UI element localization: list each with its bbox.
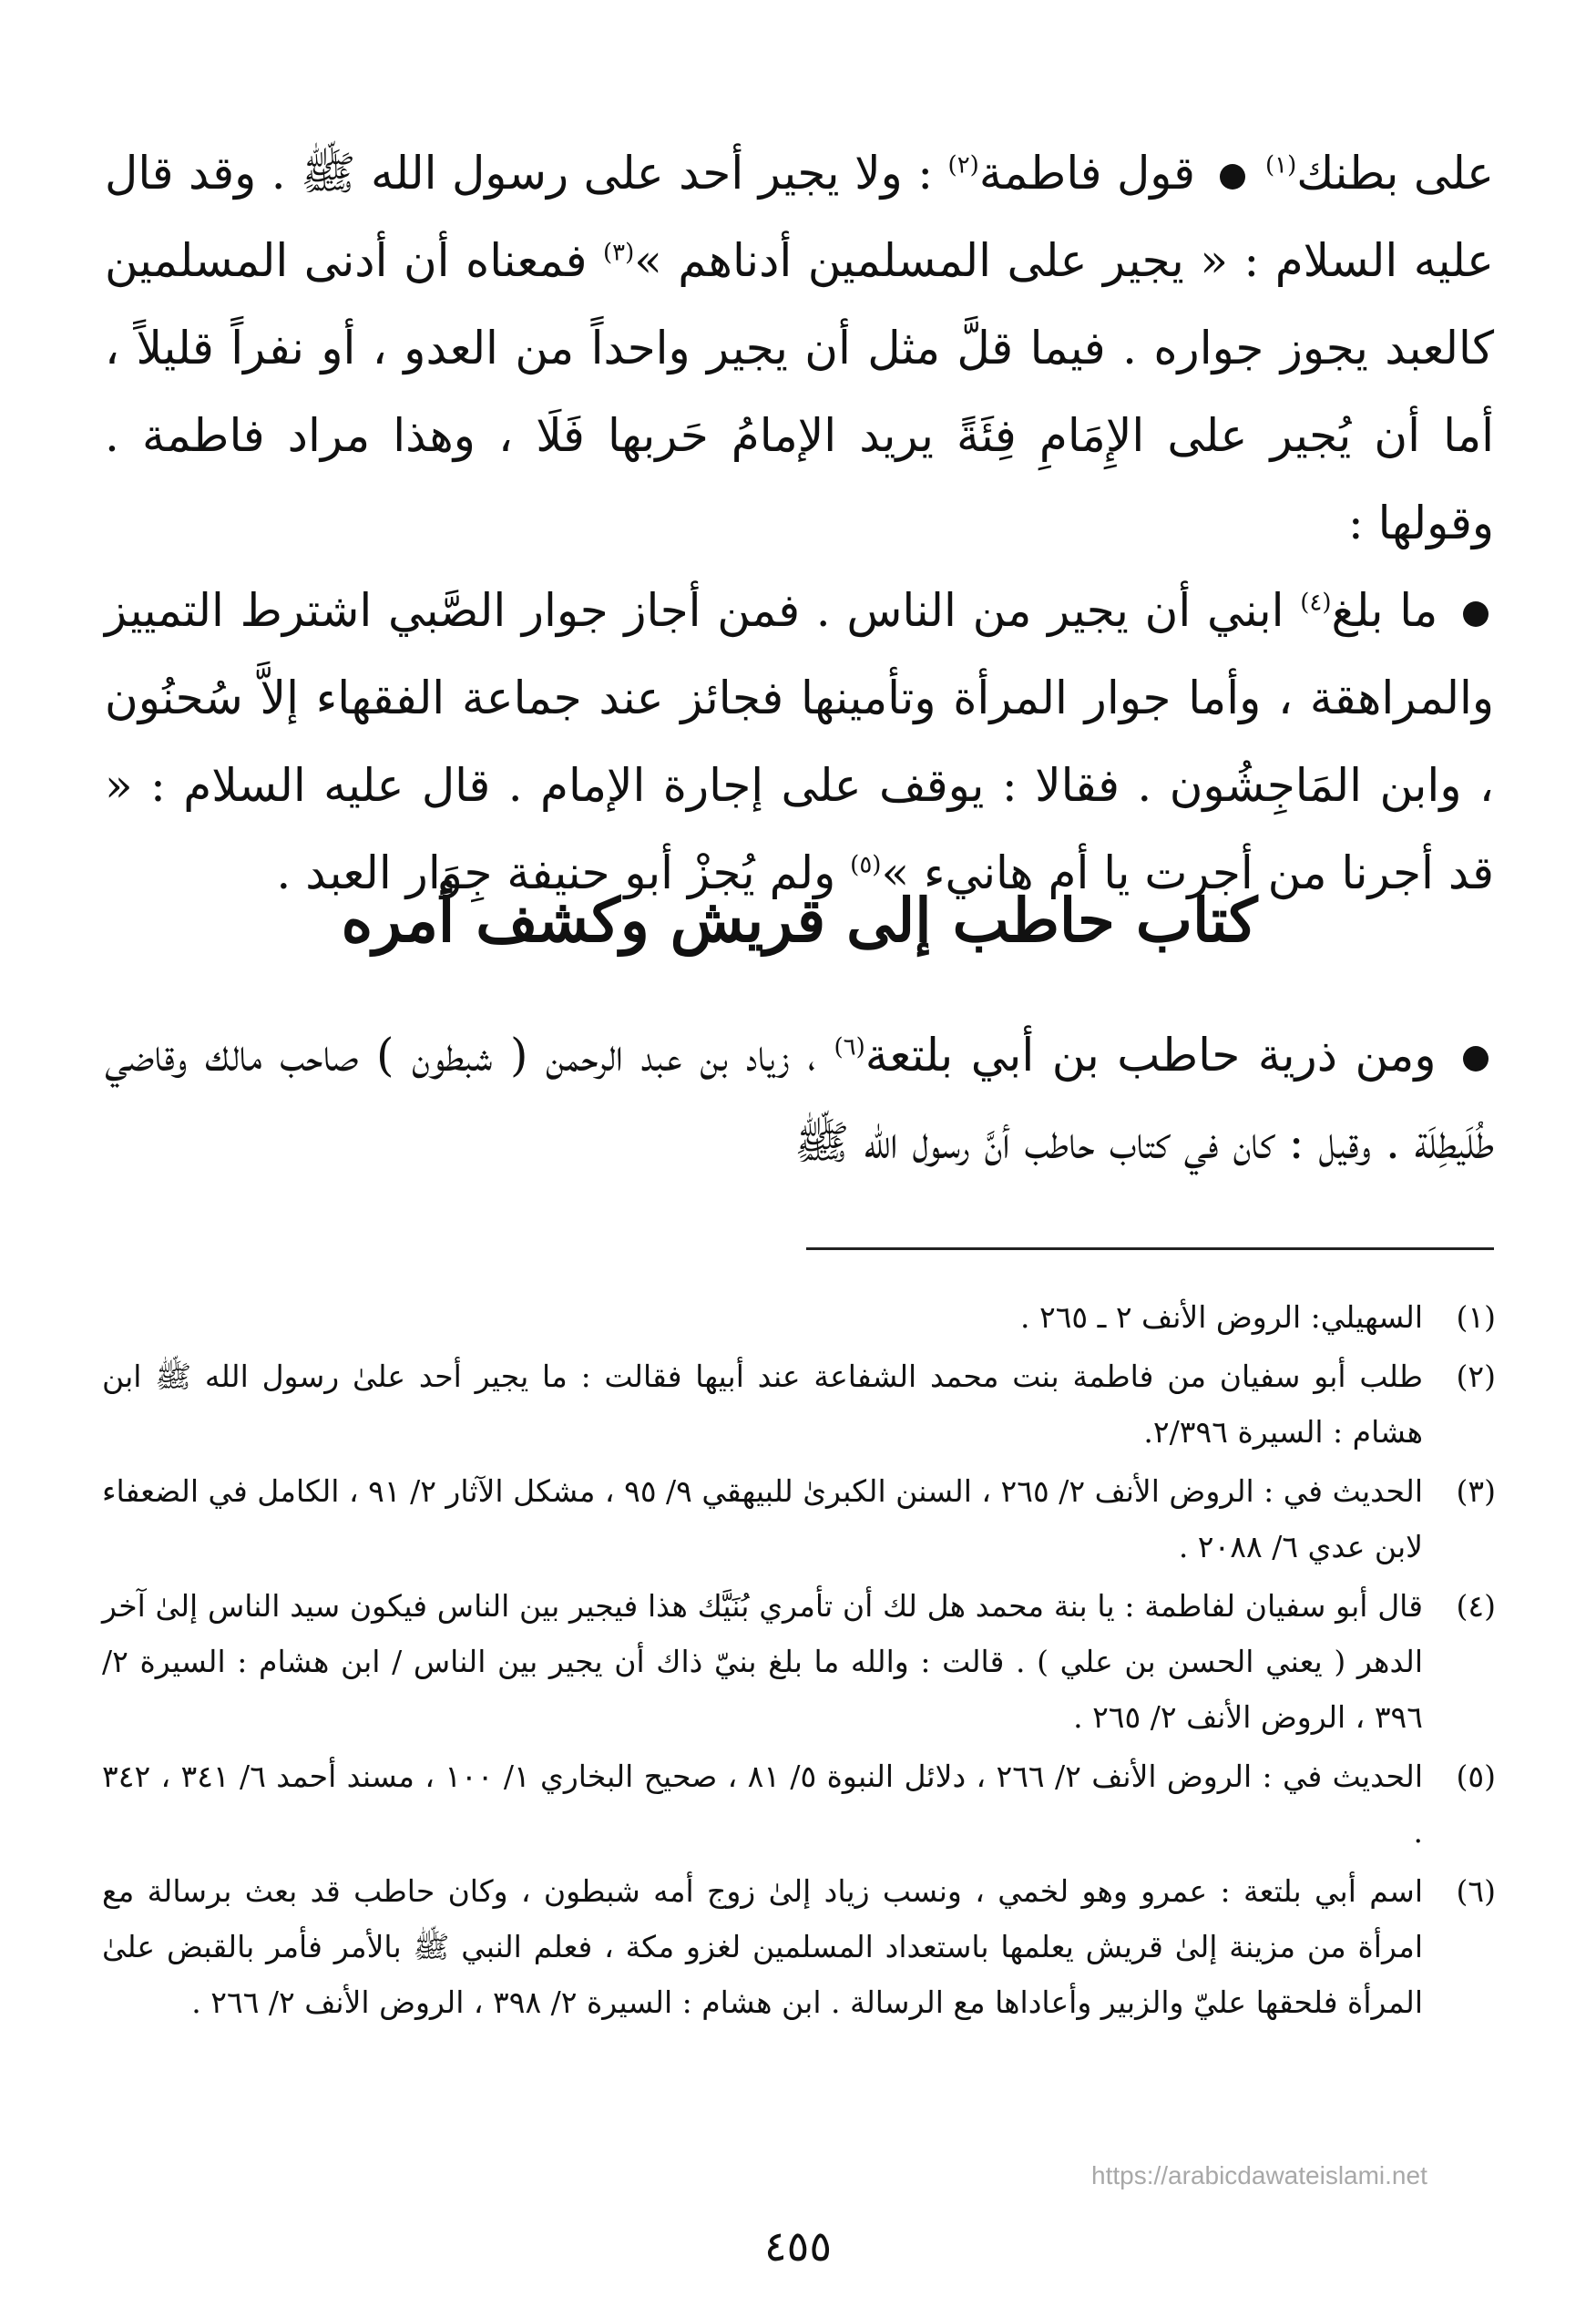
footnote-ref-3: (٣) xyxy=(602,239,635,267)
footnote-text: الحديث في : الروض الأنف ٢/ ٢٦٥ ، السنن الكبرىٰ للبيهقي ٩/ ٩٥ ، مشكل الآثار ٢/ ٩١ ، الكامل في الضعفاء لابن عدي ٦/ ٢٠٨٨ . xyxy=(102,1473,1424,1564)
footnote-text: قال أبو سفيان لفاطمة : يا بنة محمد هل لك أن تأمري بُنَيَّك هذا فيجير بين الناس فيكون سيد الناس إلىٰ آخر الدهر ( يعني الحسن بن علي ) . قالت : والله ما بلغ بنيّ ذاك أن يجير بين الناس / ابن هشام : السيرة ٢/ ٣٩٦ ، الروض الأنف ٢/ ٢٦٥ . xyxy=(102,1588,1423,1735)
footnote-number: (١) xyxy=(1456,1299,1496,1335)
paragraph-2-text-c: ولم يُجزْ أبو حنيفة جِوَار العبد . xyxy=(276,846,851,899)
paragraph-2-text-a: ما بلغ xyxy=(1331,584,1454,637)
footnote-item xyxy=(102,1863,1496,2030)
footnote-number: (٤) xyxy=(1456,1588,1496,1624)
paragraph-2 xyxy=(105,567,1494,917)
footnote-item xyxy=(102,1578,1496,1745)
paragraph-1-text-c: : ولا يجير أحد على رسول الله ﷺ . وقد قال عليه السلام : « يجير على المسلمين أدناهم » xyxy=(105,147,1494,287)
footnote-item xyxy=(102,1463,1496,1574)
main-body-text xyxy=(105,129,1494,917)
footnote-number: (٦) xyxy=(1456,1873,1496,1909)
paragraph-3 xyxy=(105,1011,1494,1186)
source-watermark: https://arabicdawateislami.net xyxy=(1091,2161,1427,2189)
footnote-item xyxy=(102,1348,1496,1460)
footnote-ref-4: (٤) xyxy=(1300,589,1332,617)
footnote-ref-2: (٢) xyxy=(947,151,979,179)
footnote-text: طلب أبو سفيان من فاطمة بنت محمد الشفاعة عند أبيها فقالت : ما يجير أحد علىٰ رسول الله ﷺ ابن هشام : السيرة ٢/٣٩٦. xyxy=(102,1359,1423,1450)
paragraph-3-text-b: ، زياد بن عبد الرحمن ( شبطون ) صاحب مالك وقاضي طُلَيطِلَة . وقيل : كان في كتاب حاطب أنَّ رسول الله ﷺ xyxy=(105,1029,1494,1169)
paragraph-1-text-b: قول فاطمة xyxy=(978,147,1211,200)
footnote-number: (٣) xyxy=(1456,1473,1496,1509)
footnote-item xyxy=(102,1748,1496,1860)
footnote-divider xyxy=(806,1247,1494,1250)
paragraph-1-text-d: فمعناه أن أدنى المسلمين كالعبد يجوز جواره . فيما قلَّ مثل أن يجير واحداً من العدو ، أو نفراً قليلاً ، أما أن يُجير على الإِمَامِ فِئَةً يريد الإمامُ حَربها فَلَا ، وهذا مراد فاطمة . وقولها : xyxy=(105,234,1494,549)
paragraph-3-text-a: ومن ذرية حاطب بن أبي بلتعة xyxy=(864,1029,1454,1082)
footnote-number: (٥) xyxy=(1456,1759,1496,1794)
footnote-item xyxy=(102,1289,1496,1345)
footnote-ref-5: (٥) xyxy=(850,851,882,879)
paragraph-1-text-a: على بطنك xyxy=(1296,147,1494,200)
paragraph-2-text-b: ابني أن يجير من الناس . فمن أجاز جوار الصَّبي اشترط التمييز والمراهقة ، وأما جوار المرأة وتأمينها فجائز عند جماعة الفقهاء إلاَّ سُحنُون ، وابن المَاجِشُون . فقالا : يوقف على إجارة الإمام . قال عليه السلام : « قد أجرنا من أجرت يا أم هانيء » xyxy=(105,584,1494,899)
footnote-text: السهيلي: الروض الأنف ٢ ـ ٢٦٥ . xyxy=(1019,1299,1423,1335)
bullet-icon xyxy=(1463,1046,1489,1072)
footnote-text: اسم أبي بلتعة : عمرو وهو لخمي ، ونسب زياد إلىٰ زوج أمه شبطون ، وكان حاطب قد بعث برسالة مع امرأة من مزينة إلىٰ قريش يعلمها باستعداد المسلمين لغزو مكة ، فعلم النبي ﷺ بالأمر فأمر بالقبض علىٰ المرأة فلحقها عليّ والزبير وأعاداها مع الرسالة . ابن هشام : السيرة ٢/ ٣٩٨ ، الروض الأنف ٢/ ٢٦٦ . xyxy=(102,1873,1423,2020)
bullet-icon xyxy=(1220,164,1245,190)
page-number: ٤٥٥ xyxy=(763,2221,833,2271)
footnote-text: الحديث في : الروض الأنف ٢/ ٢٦٦ ، دلائل النبوة ٥/ ٨١ ، صحيح البخاري ١/ ١٠٠ ، مسند أحمد ٦/ ٣٤١ ، ٣٤٢ . xyxy=(102,1759,1424,1850)
chapter-title: كتاب حاطب إلى قريش وكشف أمره xyxy=(341,885,1258,956)
chapter-body-text xyxy=(105,1011,1494,1186)
footnote-ref-6: (٦) xyxy=(834,1033,865,1061)
paragraph-1 xyxy=(105,129,1494,567)
footnote-number: (٢) xyxy=(1456,1359,1496,1394)
footnote-ref-1: (١) xyxy=(1264,151,1297,179)
bullet-icon xyxy=(1463,601,1489,627)
footnotes-section xyxy=(102,1289,1496,2034)
